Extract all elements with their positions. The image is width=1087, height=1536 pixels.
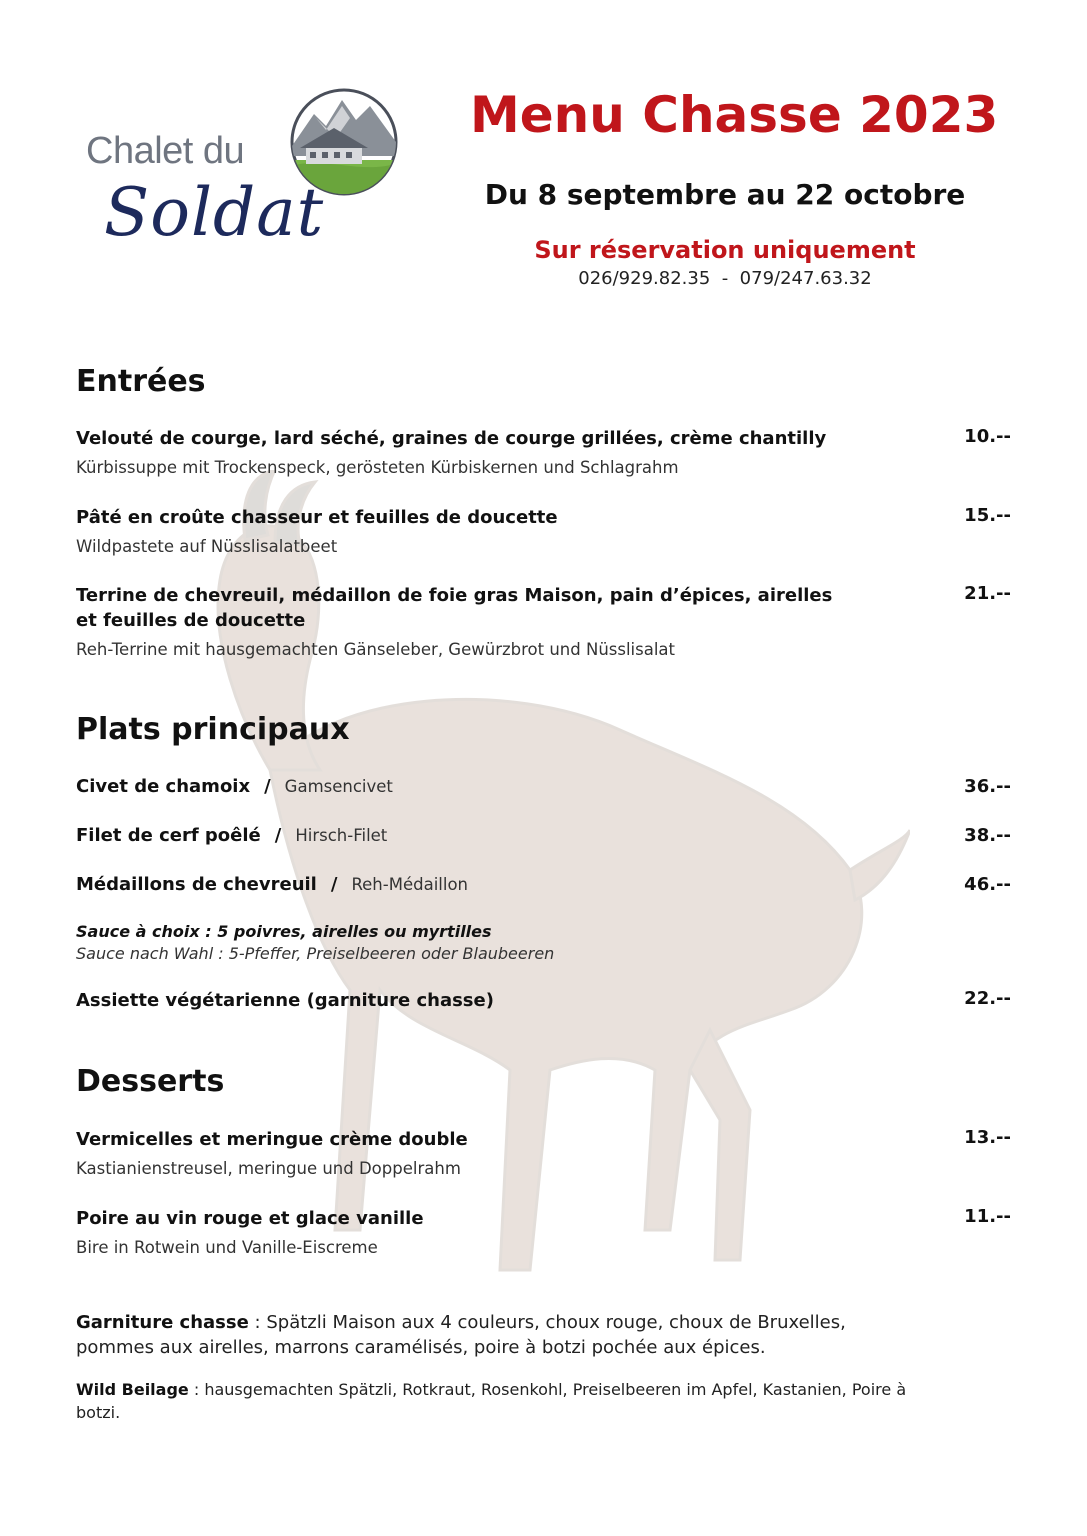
dish-price: 46.-- — [964, 874, 1011, 895]
garniture-note — [76, 1310, 916, 1360]
dish-price: 11.-- — [964, 1206, 1011, 1227]
dish-price: 13.-- — [964, 1127, 1011, 1148]
logo-text-chalet-du: Chalet du — [86, 130, 245, 172]
dish-german: Kastianienstreusel, meringue und Doppelrahm — [76, 1159, 461, 1178]
garniture-text: : Spätzli Maison aux 4 couleurs, choux rouge, choux de Bruxelles, pommes aux airelles, marrons caramélisés, poire à botzi pochée aux épices. — [76, 1312, 846, 1358]
sauce-note-french: Sauce à choix : 5 poivres, airelles ou myrtilles — [76, 922, 492, 941]
dish-row — [76, 874, 468, 895]
garniture-label: Garniture chasse — [76, 1312, 249, 1333]
dish-name: Civet de chamoix — [76, 776, 251, 797]
dish-price: 36.-- — [964, 776, 1011, 797]
reservation-note: Sur réservation uniquement — [534, 236, 916, 264]
menu-dates: Du 8 septembre au 22 octobre — [484, 178, 966, 211]
dish-german: Wildpastete auf Nüsslisalatbeet — [76, 537, 338, 556]
dish-name: Velouté de courge, lard séché, graines de courge grillées, crème chantilly — [76, 428, 827, 449]
dish-german: Gamsencivet — [284, 777, 393, 796]
vegetarian-dish-price: 22.-- — [964, 988, 1011, 1009]
menu-title: Menu Chasse 2023 — [470, 86, 999, 144]
restaurant-logo — [86, 86, 426, 256]
dish-name: Terrine de chevreuil, médaillon de foie gras Maison, pain d’épices, airelles et feuilles de doucette — [76, 585, 833, 631]
vegetarian-dish-name: Assiette végétarienne (garniture chasse) — [76, 990, 494, 1011]
dish-german: Hirsch-Filet — [295, 826, 388, 845]
sauce-note-german: Sauce nach Wahl : 5-Pfeffer, Preiselbeeren oder Blaubeeren — [76, 944, 555, 963]
dish-price: 10.-- — [964, 426, 1011, 447]
wild-beilage-label: Wild Beilage — [76, 1380, 189, 1399]
logo-text-soldat: Soldat — [104, 174, 325, 251]
phone-numbers: 026/929.82.35 - 079/247.63.32 — [578, 268, 872, 289]
wild-beilage-text: : hausgemachten Spätzli, Rotkraut, Rosenkohl, Preiselbeeren im Apfel, Kastanien, Poire à botzi. — [76, 1380, 907, 1422]
section-title-plats: Plats principaux — [76, 712, 350, 747]
dish-german: Reh-Terrine mit hausgemachten Gänseleber, Gewürzbrot und Nüsslisalat — [76, 640, 676, 659]
section-title-entrees: Entrées — [76, 364, 206, 399]
dish-name: Vermicelles et meringue crème double — [76, 1129, 468, 1150]
wild-beilage-note — [76, 1378, 916, 1424]
section-title-desserts: Desserts — [76, 1064, 225, 1099]
dish-name: Filet de cerf poêlé — [76, 825, 261, 846]
dish-name: Pâté en croûte chasseur et feuilles de doucette — [76, 507, 558, 528]
dish-row — [76, 825, 387, 846]
dish-separator: / — [274, 825, 282, 846]
dish-price: 15.-- — [964, 505, 1011, 526]
dish-price: 38.-- — [964, 825, 1011, 846]
dish-german: Kürbissuppe mit Trockenspeck, gerösteten Kürbiskernen und Schlagrahm — [76, 458, 679, 477]
dish-separator: / — [330, 874, 338, 895]
dish-german: Bire in Rotwein und Vanille-Eiscreme — [76, 1238, 378, 1257]
dish-row — [76, 776, 393, 797]
dish-price: 21.-- — [964, 583, 1011, 604]
dish-german: Reh-Médaillon — [351, 875, 469, 894]
dish-separator: / — [264, 776, 271, 797]
dish-name: Médaillons de chevreuil — [76, 874, 317, 895]
dish-name: Poire au vin rouge et glace vanille — [76, 1208, 424, 1229]
